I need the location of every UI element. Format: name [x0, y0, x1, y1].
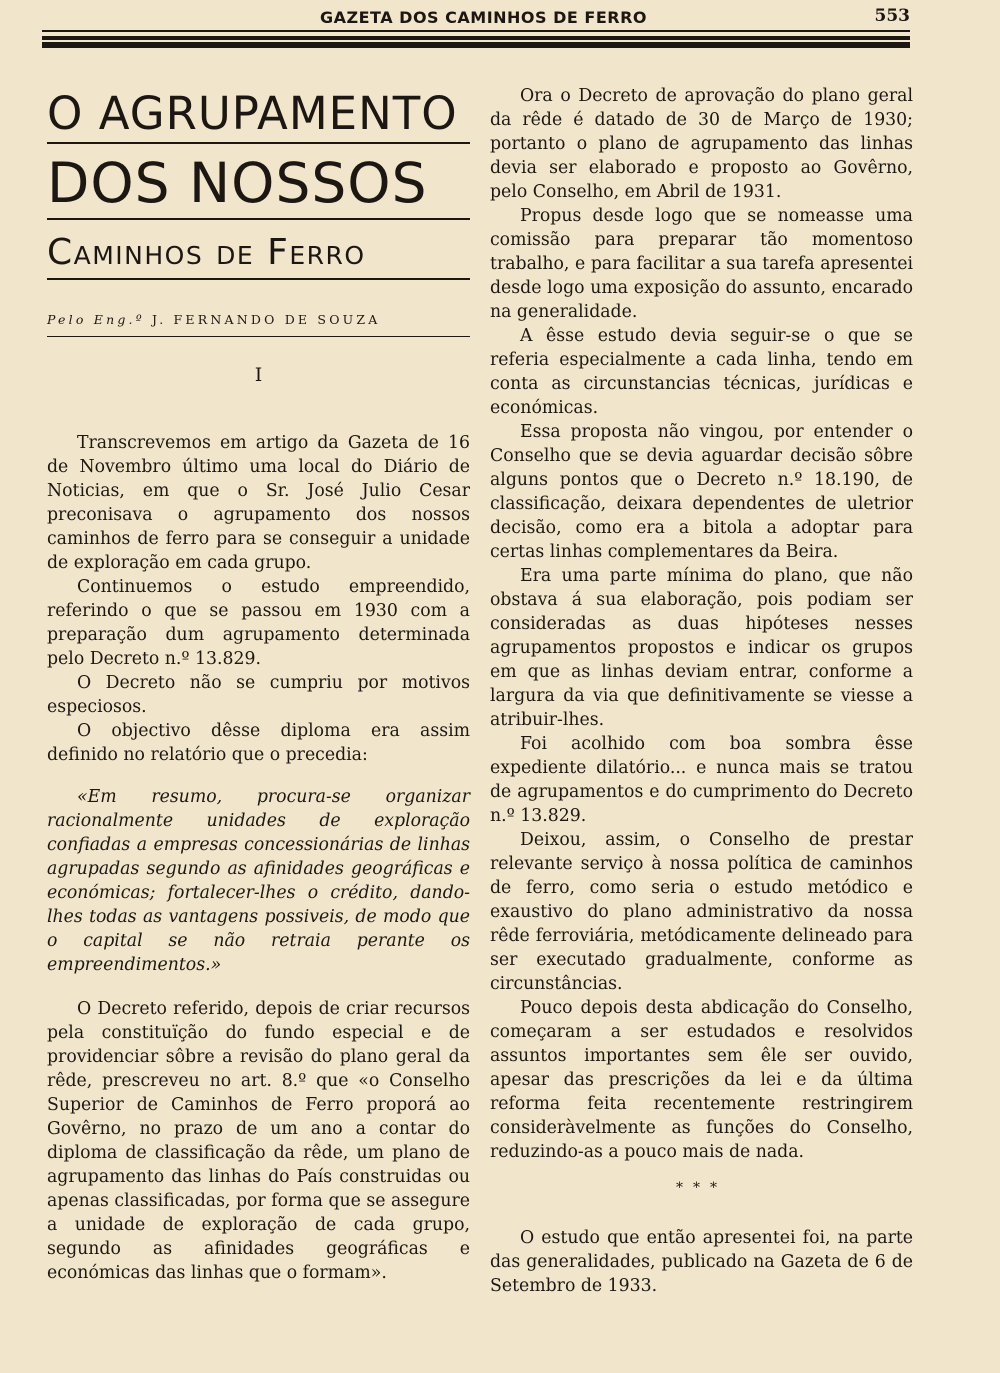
- paragraph: Foi acolhido com boa sombra êsse expediente dilatório... e nunca mais se tratou de agrupamentos e do cumprimento do Decreto n.º 13.829.: [490, 734, 913, 826]
- paragraph: Pouco depois desta abdicação do Conselho, começaram a ser estudados e resolvidos assuntos importantes sem êle ser ouvido, apesar das prescrições da lei e da última reforma feita recentemente restringirem consideràvelmente as funções do Conselho, reduzindo-as a pouco mais de nada.: [490, 998, 913, 1162]
- paragraph: O estudo que então apresentei foi, na parte das generalidades, publicado na Gazeta de 6 de Setembro de 1933.: [490, 1228, 913, 1296]
- byline-rule: [47, 336, 470, 337]
- left-column: [47, 84, 470, 1285]
- byline-prefix: Pelo Eng.º: [47, 312, 145, 327]
- right-column: [490, 84, 913, 1298]
- paragraph: A êsse estudo devia seguir-se o que se referia especialmente a cada linha, tendo em conta as circunstancias técnicas, jurídicas e económicas.: [490, 326, 913, 418]
- paragraph: Deixou, assim, o Conselho de prestar relevante serviço à nossa política de caminhos de ferro, como seria o estudo metódico e exaustivo do plano administrativo da nossa rêde ferroviária, metódicamente delineado para ser executado gradualmente, conforme as circunstâncias.: [490, 830, 913, 994]
- paragraph: Transcrevemos em artigo da Gazeta de 16 de Novembro último uma local do Diário de Noticias, em que o Sr. José Julio Cesar preconisava o agrupamento dos nossos caminhos de ferro para se conseguir a unidade de exploração em cada grupo.: [47, 433, 470, 573]
- paragraph: Continuemos o estudo empreendido, referindo o que se passou em 1930 com a preparação dum agrupamento determinada pelo Decreto n.º 13.829.: [47, 577, 470, 669]
- paragraph: O Decreto não se cumpriu por motivos especiosos.: [47, 673, 470, 717]
- title-line-3: Caminhos de Ferro: [47, 232, 366, 273]
- page-number: 553: [874, 6, 910, 26]
- byline-author: J. FERNANDO DE SOUZA: [151, 312, 381, 327]
- title-line-2: DOS NOSSOS: [47, 151, 428, 215]
- journal-title: GAZETA DOS CAMINHOS DE FERRO: [320, 8, 648, 27]
- title-rule-3: [47, 278, 470, 280]
- paragraph: Era uma parte mínima do plano, que não obstava á sua elaboração, pois podiam ser consideradas as duas hipóteses nesses agrupamentos propostos e indicar os grupos em que as linhas deviam entrar, conforme a largura da via que definitivamente se viesse a atribuir-lhes.: [490, 566, 913, 730]
- paragraph: O objectivo dêsse diploma era assim definido no relatório que o precedia:: [47, 721, 470, 765]
- running-header: [40, 4, 910, 30]
- paragraph: Essa proposta não vingou, por entender o Conselho que se devia aguardar decisão sôbre alguns pontos que o Decreto n.º 18.190, de classificação, deixara dependentes de uletrior decisão, como era a bitola a adoptar para certas linhas complementares da Beira.: [490, 422, 913, 562]
- header-rule-thin: [42, 30, 910, 32]
- header-rule-thick: [42, 36, 910, 48]
- paragraph: O Decreto referido, depois de criar recursos pela constituïção do fundo especial e de providenciar sôbre a revisão do plano geral da rêde, prescreveu no art. 8.º que «o Conselho Superior de Caminhos de Ferro proporá ao Govêrno, no prazo de um ano a contar do diploma de classificação da rêde, um plano de agrupamento das linhas do País construidas ou apenas classificadas, por forma que se assegure a unidade de exploração de cada grupo, segundo as afinidades geográficas e económicas das linhas que o formam».: [47, 999, 470, 1283]
- title-rule-1: [47, 142, 470, 144]
- paragraph: Ora o Decreto de aprovação do plano geral da rêde é datado de 30 de Março de 1930; portanto o plano de agrupamento das linhas devia ser elaborado e proposto ao Govêrno, pelo Conselho, em Abril de 1931.: [490, 86, 913, 202]
- paragraph: Propus desde logo que se nomeasse uma comissão para preparar tão momentoso trabalho, e para facilitar a sua tarefa apresentei desde logo uma exposição do assunto, encarado na generalidade.: [490, 206, 913, 322]
- section-number: I: [254, 364, 263, 386]
- quotation: «Em resumo, procura-se organizar racionalmente unidades de exploração confiadas a empresas concessionárias de linhas agrupadas segundo as afinidades geográficas e económicas; fortalecer-lhes o crédito, dando-lhes todas as vantagens possiveis, de modo que o capital se não retraia perante os empreendimentos.»: [47, 787, 470, 975]
- byline: [47, 308, 470, 332]
- title-line-1: O AGRUPAMENTO: [47, 87, 458, 140]
- section-separator: ***: [676, 1180, 727, 1196]
- title-rule-2: [47, 218, 470, 220]
